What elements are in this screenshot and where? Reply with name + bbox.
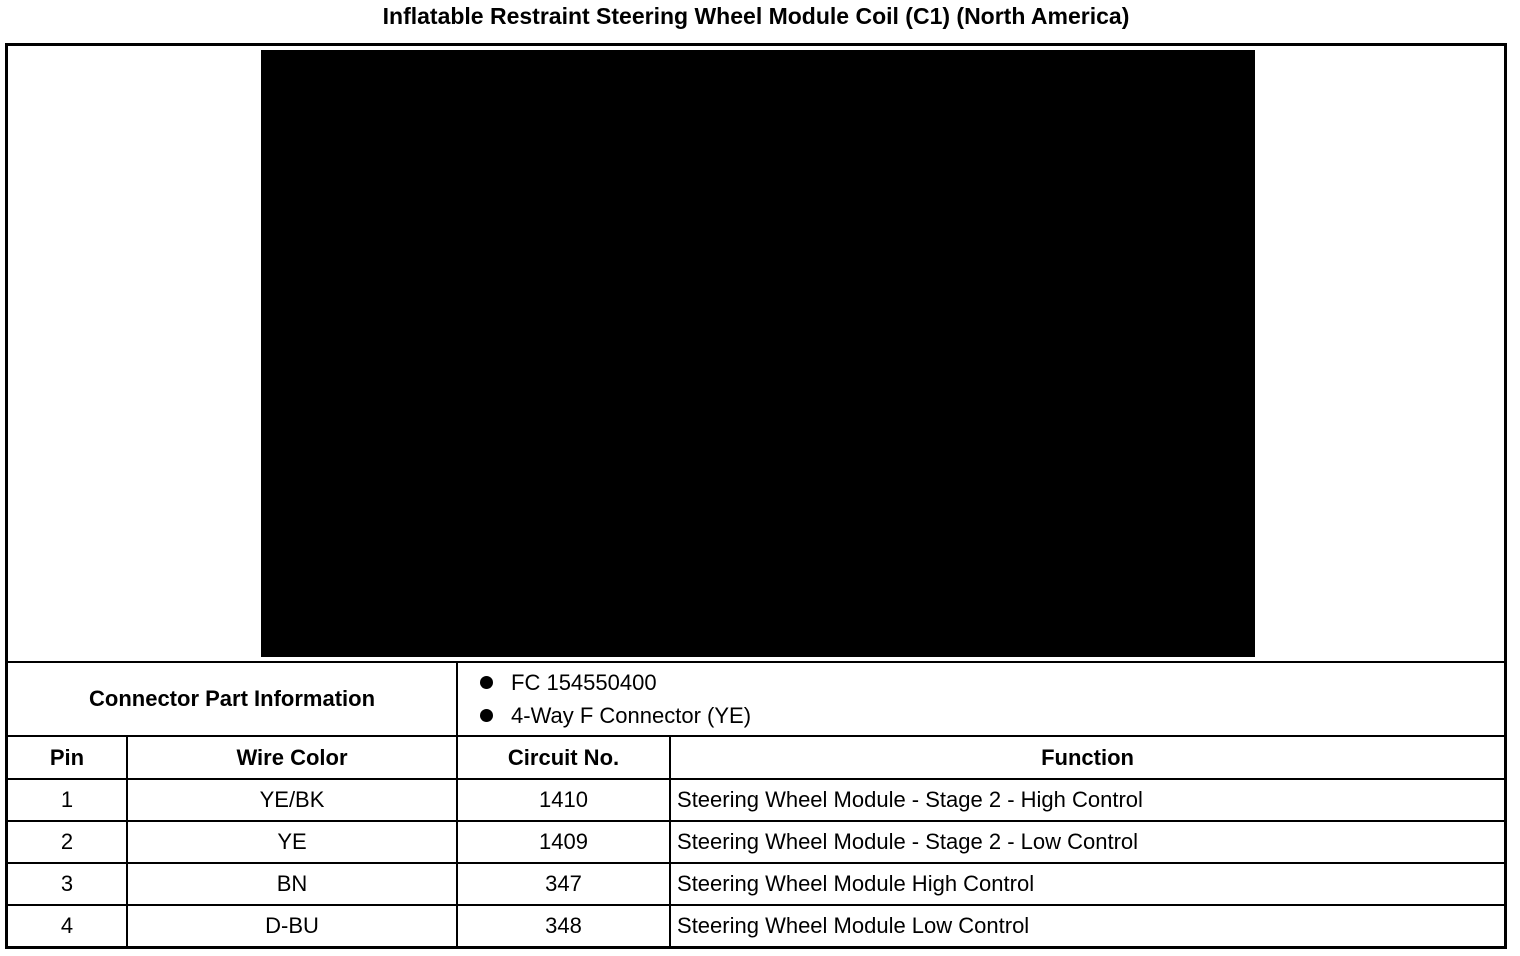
connector-sheet — [5, 43, 1507, 949]
bullet-icon — [480, 709, 493, 722]
pin-cell: 3 — [8, 863, 127, 905]
wire-color-cell: BN — [127, 863, 457, 905]
pinout-table — [8, 663, 1504, 946]
header-pin: Pin — [8, 736, 127, 779]
connector-description: 4-Way F Connector (YE) — [511, 703, 752, 728]
circuit-cell: 1410 — [457, 779, 670, 821]
wire-color-cell: YE — [127, 821, 457, 863]
table-row — [8, 863, 1504, 905]
circuit-cell: 348 — [457, 905, 670, 946]
connector-info-item — [480, 666, 1504, 699]
connector-image-area — [8, 46, 1504, 663]
table-header-row — [8, 736, 1504, 779]
pin-cell: 1 — [8, 779, 127, 821]
circuit-cell: 1409 — [457, 821, 670, 863]
document-title: Inflatable Restraint Steering Wheel Module Coil (C1) (North America) — [382, 3, 1130, 29]
connector-info-label: Connector Part Information — [8, 663, 457, 736]
header-function: Function — [670, 736, 1504, 779]
wire-color-cell: YE/BK — [127, 779, 457, 821]
wire-color-cell: D-BU — [127, 905, 457, 946]
table-row — [8, 779, 1504, 821]
header-wire-color: Wire Color — [127, 736, 457, 779]
connector-image — [261, 50, 1255, 657]
connector-info-cell — [457, 663, 1504, 736]
function-cell: Steering Wheel Module Low Control — [670, 905, 1504, 946]
table-row — [8, 905, 1504, 946]
function-cell: Steering Wheel Module - Stage 2 - Low Control — [670, 821, 1504, 863]
function-cell: Steering Wheel Module - Stage 2 - High Control — [670, 779, 1504, 821]
connector-info-item — [480, 699, 1504, 732]
circuit-cell: 347 — [457, 863, 670, 905]
connector-part-number: FC 154550400 — [511, 670, 657, 695]
function-cell: Steering Wheel Module High Control — [670, 863, 1504, 905]
header-circuit: Circuit No. — [457, 736, 670, 779]
pin-cell: 2 — [8, 821, 127, 863]
connector-info-list — [458, 666, 1504, 732]
pin-cell: 4 — [8, 905, 127, 946]
bullet-icon — [480, 676, 493, 689]
connector-info-row — [8, 663, 1504, 736]
table-row — [8, 821, 1504, 863]
